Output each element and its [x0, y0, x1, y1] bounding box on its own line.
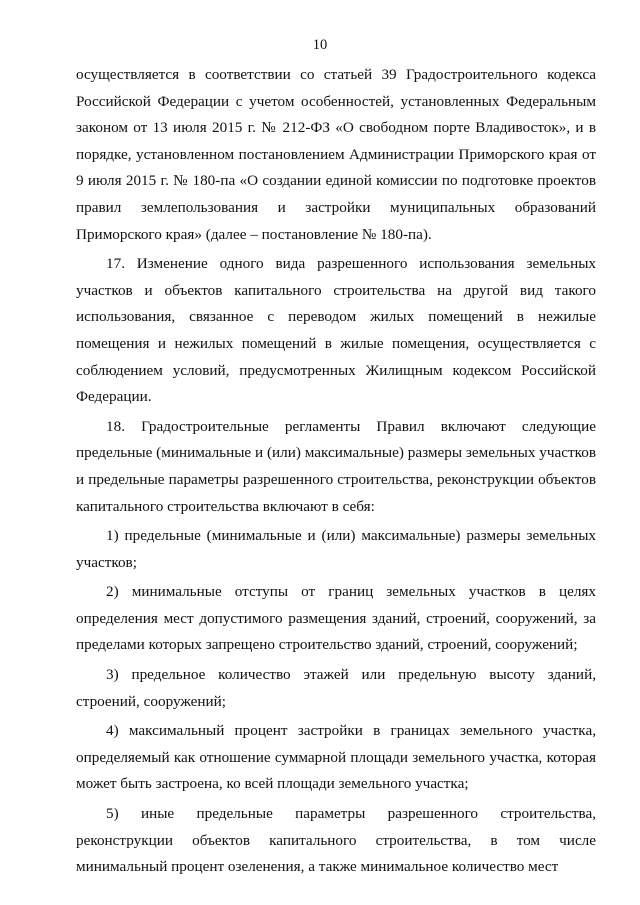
paragraph-item-18: 18. Градостроительные регламенты Правил включают следующие предельные (минимальные и (или) максимальные) размеры земельных участков и предельные параметры разрешенного строительства, реконструкции объектов капитального строительства включают в себя: [76, 417, 596, 515]
document-body [76, 62, 596, 884]
list-item-1: 1) предельные (минимальные и (или) максимальные) размеры земельных участков; [76, 527, 596, 571]
list-item-5: 5) иные предельные параметры разрешенного строительства, реконструкции объектов капитального строительства, в том числе минимальный процент озеленения, а также минимальное количество мест [76, 805, 596, 876]
paragraph-item-17: 17. Изменение одного вида разрешенного использования земельных участков и объектов капитального строительства на другой вид такого использования, связанное с переводом жилых помещений в нежилые помещения и нежилых помещений в жилые помещения, осуществляется с соблюдением условий, предусмотренных Жилищным кодексом Российской Федерации. [76, 255, 596, 406]
paragraph-continuation: осуществляется в соответствии со статьей 39 Градостроительного кодекса Российской Федерации с учетом особенностей, установленных Федеральным законом от 13 июля 2015 г. № 212-ФЗ «О свободном порте Владивосток», и в порядке, установленном постановлением Администрации Приморского края от 9 июля 2015 г. № 180-па «О создании единой комиссии по подготовке проектов правил землепользования и застройки муниципальных образований Приморского края» (далее – постановление № 180-па). [76, 66, 596, 243]
list-item-3: 3) предельное количество этажей или предельную высоту зданий, строений, сооружений; [76, 666, 596, 710]
list-item-2: 2) минимальные отступы от границ земельных участков в целях определения мест допустимого размещения зданий, строений, сооружений, за пределами которых запрещено строительство зданий, строений, сооружений; [76, 583, 596, 654]
list-item-4: 4) максимальный процент застройки в границах земельного участка, определяемый как отношение суммарной площади земельного участка, которая может быть застроена, ко всей площади земельного участка; [76, 722, 596, 793]
page-number: 10 [312, 37, 328, 53]
